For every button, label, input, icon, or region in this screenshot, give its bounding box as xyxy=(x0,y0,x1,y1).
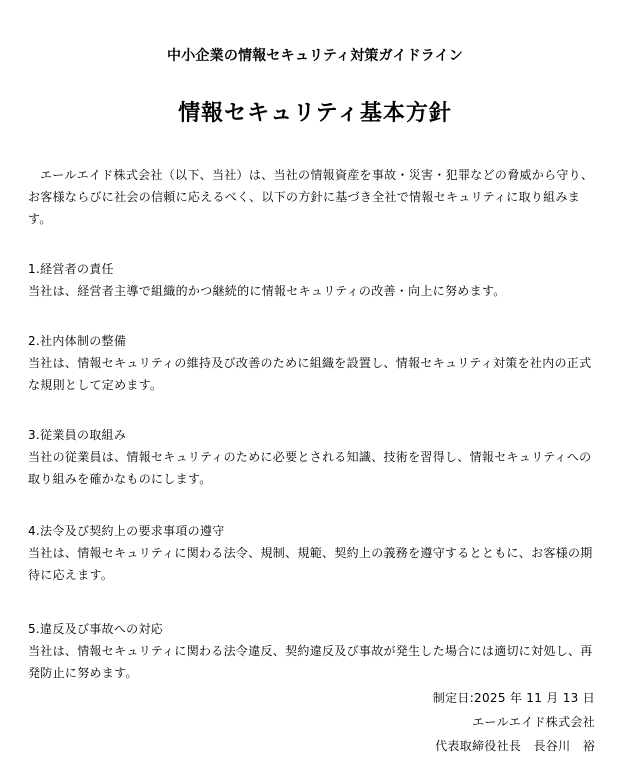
section-3 xyxy=(28,424,602,490)
section-content: 当社は、情報セキュリティに関わる法令違反、契約違反及び事故が発生した場合には適切に対処し、再発防止に努めます。 xyxy=(28,644,593,680)
company-name: エールエイド株式会社 xyxy=(472,715,595,729)
section-heading: 1.経営者の責任 xyxy=(28,262,114,276)
section-content: 当社は、経営者主導で組織的かつ継続的に情報セキュリティの改善・向上に努めます。 xyxy=(28,284,506,298)
intro-paragraph: エールエイド株式会社（以下、当社）は、当社の情報資産を事故・災害・犯罪などの脅威から守り、お客様ならびに社会の信頼に応えるべく、以下の方針に基づき全社で情報セキュリティに取り組みます。 xyxy=(28,168,594,226)
section-5 xyxy=(28,618,602,684)
section-heading: 3.従業員の取組み xyxy=(28,428,127,442)
document-header: 中小企業の情報セキュリティ対策ガイドライン xyxy=(167,48,463,64)
section-heading: 4.法令及び契約上の要求事項の遵守 xyxy=(28,524,225,538)
section-2 xyxy=(28,330,602,396)
page-title: 情報セキュリティ基本方針 xyxy=(178,101,452,126)
enactment-date: 制定日:2025 年 11 月 13 日 xyxy=(432,691,595,705)
section-heading: 5.違反及び事故への対応 xyxy=(28,622,164,636)
section-content: 当社は、情報セキュリティに関わる法令、規制、規範、契約上の義務を遵守するとともに、お客様の期待に応えます。 xyxy=(28,546,593,582)
section-content: 当社の従業員は、情報セキュリティのために必要とされる知識、技術を習得し、情報セキュリティへの取り組みを確かなものにします。 xyxy=(28,450,592,486)
section-content: 当社は、情報セキュリティの維持及び改善のために組織を設置し、情報セキュリティ対策を社内の正式な規則として定めます。 xyxy=(28,356,592,392)
representative-name: 代表取締役社長 長谷川 裕 xyxy=(435,739,595,753)
section-4 xyxy=(28,520,602,586)
section-heading: 2.社内体制の整備 xyxy=(28,334,127,348)
signature-block xyxy=(433,686,595,758)
section-1 xyxy=(28,258,602,302)
